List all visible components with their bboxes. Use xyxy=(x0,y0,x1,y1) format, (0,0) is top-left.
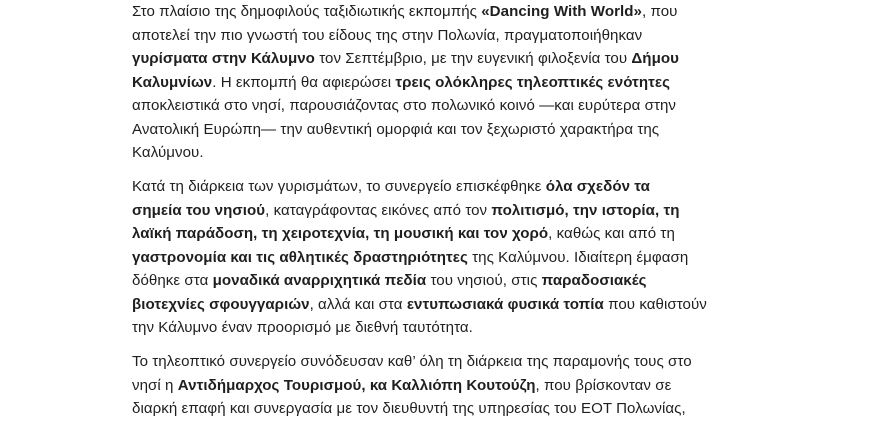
bold-text-run: γυρίσματα στην Κάλυμνο xyxy=(132,50,315,67)
bold-text-run: Δήμου xyxy=(631,50,679,67)
bold-text-run: λαϊκή παράδοση, τη χειροτεχνία, τη μουσική και τον χορό xyxy=(132,225,549,242)
text-run: Ανατολική Ευρώπη— την αυθεντική ομορφιά και τον ξεχωριστό χαρακτήρα της xyxy=(132,120,660,138)
text-run: που καθιστούν xyxy=(603,295,707,313)
text-run: τον Σεπτέμβριο, με την ευγενική φιλοξενία του xyxy=(314,50,632,67)
text-line xyxy=(132,246,707,270)
text-line xyxy=(132,397,692,421)
bold-text-run: Αντιδήμαρχος Τουρισμού, κα Καλλιόπη Κουτούζη xyxy=(177,376,536,394)
text-run: , καθώς και από τη xyxy=(548,225,675,242)
text-line xyxy=(132,47,679,71)
bold-text-run: μοναδικά αναρριχητικά πεδία xyxy=(212,272,427,289)
text-run: . Η εκπομπή θα αφιερώσει xyxy=(212,73,396,91)
text-run: την Κάλυμνο έναν προορισμό με διεθνή ταυτότητα. xyxy=(132,319,473,336)
text-line xyxy=(132,222,707,246)
text-line xyxy=(132,71,679,95)
text-line xyxy=(132,24,679,48)
text-line xyxy=(132,374,692,398)
text-run: δόθηκε στα xyxy=(132,272,213,289)
text-run: , που xyxy=(642,3,678,20)
text-run: διαρκή επαφή και συνεργασία με τον διευθυντή της υπηρεσίας του ΕΟΤ Πολωνίας, xyxy=(132,400,686,417)
text-run: αποκλειστικά στο νησί, παρουσιάζοντας στο πολωνικό κοινό —και ευρύτερα στην xyxy=(132,97,677,114)
text-line xyxy=(132,293,707,317)
text-line xyxy=(132,118,679,142)
text-line xyxy=(132,199,707,223)
bold-text-run: τρεις ολόκληρες τηλεοπτικές ενότητες xyxy=(395,73,671,91)
text-line xyxy=(132,269,707,293)
text-run: του νησιού, στις xyxy=(426,272,542,289)
text-line xyxy=(132,316,707,340)
bold-text-run: «Dancing With World» xyxy=(481,3,642,20)
bold-text-run: πολιτισμό, την ιστορία, τη xyxy=(491,201,680,219)
text-run: Στο πλαίσιο της δημοφιλούς ταξιδιωτικής εκπομπής xyxy=(132,3,482,20)
bold-text-run: παραδοσιακές xyxy=(541,272,647,289)
text-run: αποτελεί την πιο γνωστή του είδους της στην Πολωνία, πραγματοποιήθηκαν xyxy=(132,26,643,44)
bold-text-run: γαστρονομία και τις αθλητικές δραστηριότητες xyxy=(132,248,468,266)
bold-text-run: εντυπωσιακά φυσικά τοπία xyxy=(406,295,604,313)
text-run: Κατά τη διάρκεια των γυρισμάτων, το συνεργείο επισκέφθηκε xyxy=(132,178,546,195)
text-run: της Καλύμνου. Ιδιαίτερη έμφαση xyxy=(467,248,689,266)
text-line xyxy=(132,94,679,118)
bold-text-run: Καλυμνίων xyxy=(132,73,213,91)
bold-text-run: όλα σχεδόν τα xyxy=(545,178,650,195)
text-line xyxy=(132,141,679,165)
text-line xyxy=(132,175,707,199)
text-line xyxy=(132,350,692,374)
text-run: , καταγράφοντας εικόνες από τον xyxy=(265,201,492,219)
paragraph-intro xyxy=(132,0,679,165)
text-line xyxy=(132,0,679,24)
text-run: Το τηλεοπτικό συνεργείο συνόδευσαν καθ’ όλη τη διάρκεια της παραμονής τους στο xyxy=(132,353,692,370)
text-run: νησί η xyxy=(132,376,178,394)
paragraph-escort xyxy=(132,350,692,421)
bold-text-run: βιοτεχνίες σφουγγαριών xyxy=(132,295,310,313)
text-run: Καλύμνου. xyxy=(132,144,204,161)
paragraph-filming xyxy=(132,175,707,340)
text-run: , αλλά και στα xyxy=(309,295,407,313)
text-run: , που βρίσκονταν σε xyxy=(535,376,672,394)
bold-text-run: σημεία του νησιού xyxy=(132,201,266,219)
